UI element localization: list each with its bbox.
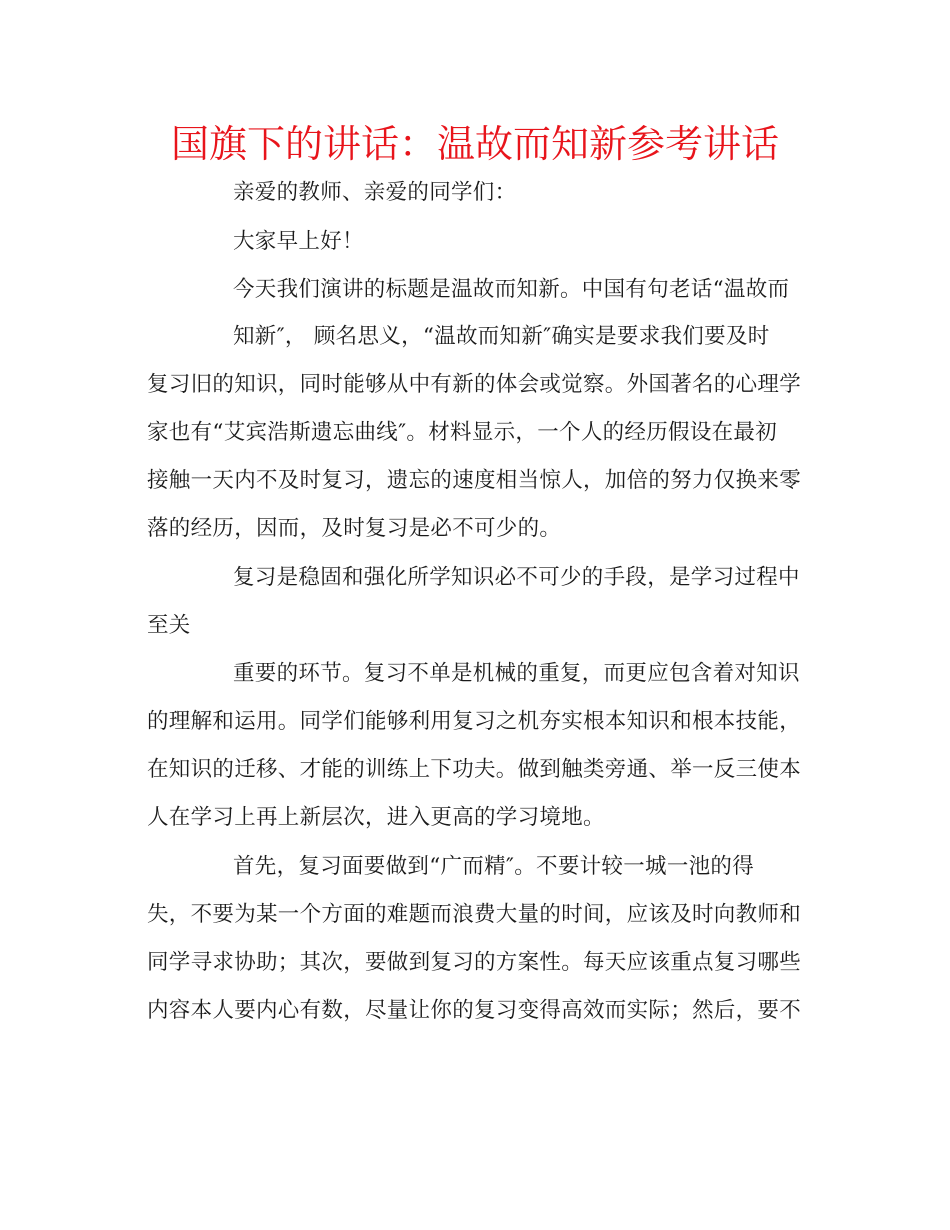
text-line: 至关 — [147, 613, 191, 638]
text-line: 知新″， 顾名思义，“温故而知新″确实是要求我们要及时 — [233, 324, 770, 349]
text-line: 重要的环节。复习不单是机械的重复，而更应包含着对知识 — [233, 661, 800, 686]
text-line: 首先，复习面要做到“广而精″。不要计较一城一池的得 — [233, 854, 755, 879]
text-line: 人在学习上再上新层次，进入更高的学习境地。 — [147, 805, 605, 830]
text-line: 落的经历，因而，及时复习是必不可少的。 — [147, 516, 562, 541]
text-line: 在知识的迁移、才能的训练上下功夫。做到触类旁通、举一反三使本 — [147, 757, 802, 782]
text-line: 内容本人要内心有数，尽量让你的复习变得高效而实际；然后，要不 — [147, 998, 802, 1023]
text-line: 亲爱的教师、亲爱的同学们： — [233, 180, 517, 205]
text-line: 同学寻求协助；其次，要做到复习的方案性。每天应该重点复习哪些 — [147, 950, 802, 975]
text-line: 失，不要为某一个方面的难题而浪费大量的时间，应该及时向教师和 — [147, 902, 802, 927]
text-line: 家也有“艾宾浩斯遗忘曲线″。材料显示，一个人的经历假设在最初 — [147, 420, 778, 445]
text-line: 今天我们演讲的标题是温故而知新。中国有句老话“温故而 — [233, 277, 790, 302]
text-line: 复习旧的知识，同时能够从中有新的体会或觉察。外国著名的心理学 — [147, 372, 802, 397]
text-line: 接触一天内不及时复习，遗忘的速度相当惊人，加倍的努力仅换来零 — [147, 468, 802, 493]
text-line: 复习是稳固和强化所学知识必不可少的手段，是学习过程中 — [233, 565, 800, 590]
text-line: 的理解和运用。同学们能够利用复习之机夯实根本知识和根本技能， — [147, 709, 802, 734]
document-title: 国旗下的讲话：温故而知新参考讲话 — [170, 122, 779, 166]
text-line: 大家早上好！ — [233, 229, 364, 254]
